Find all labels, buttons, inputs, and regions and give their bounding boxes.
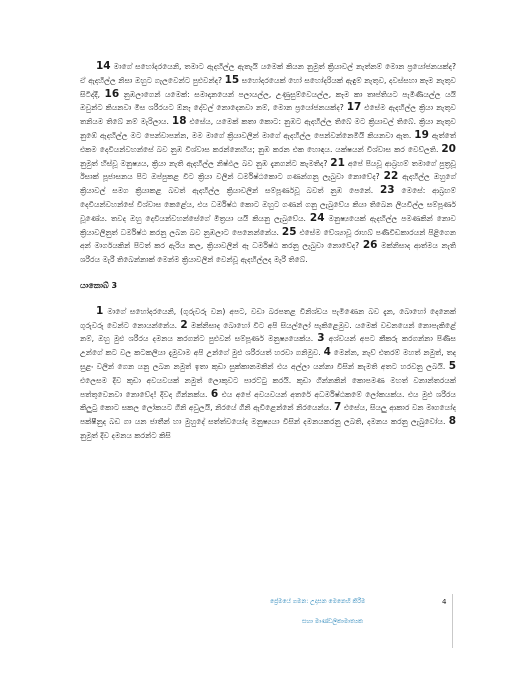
verse-text: ඇත්තේ එකම දෙවියන්වහන්සේ බව නුඹ විශ්වාස කරන්නෙහිය; නුඹ කරන එක හොඳය. යක්ෂයන් විශ්වාස කර වෙව්ලති. [80, 130, 456, 154]
verse-text: ඇදහිල්ල ඔහුගේ ක්‍රියාවල් සමග ක්‍රියාකළ බවත් ඇදහිල්ල ක්‍රියාවලින් සම්පූර්ණවූ බවත් නුඹ පෙනේ. [80, 172, 456, 196]
page-number: 4 [442, 598, 447, 606]
verse-number: 16 [104, 87, 120, 100]
verse-number: 14 [96, 60, 111, 72]
verse-number: 19 [414, 128, 429, 141]
verse-text: මෙසේ: ආබ්‍රහම් දෙවියන්වහන්සේ විශ්වාස කෙළේය, එය ධර්මිෂ්ඨ කොට ඔහුට ගණන් ගනු ලැබුවේය කියා තිබෙන ලියවිල්ල සම්පූර්ණ වූණේය. තවද ඔහු දෙවියන්වහන්සේගේ මිත්‍රයා යයි කියනු ලැබුවේය. [80, 186, 456, 223]
verse-number: 3 [317, 332, 325, 345]
verse-number: 1 [96, 304, 104, 317]
verse-number: 5 [448, 359, 456, 372]
verse-number: 25 [281, 225, 297, 238]
verse-text: එසේය, සියලු ආකාර වන මෘගයෝද පක්ෂීනුද බඩ ගා යන ජාතීන් හා මුහුදේ සත්ත්වයෝද මනුෂ්‍යයා විසින් දමනයකරනු ලබති, දමනය කරනු ලැබුවෝය. [80, 403, 456, 427]
verse-text: අශ්වයන් අපට කීකරු කරගන්නා පිණිස උන්ගේ කට වල කටකලියා දැමුවාම අපි උන්ගේ මුළු ශරීරයත් හරවා ගනිමුව. [80, 334, 456, 358]
verse-number: 26 [362, 239, 378, 252]
chapter-heading: යාකොබ් 3 [80, 280, 118, 290]
verse-number: 6 [210, 387, 219, 400]
verse-text: එලෙසම දිව කුඩා අවයවයක් නමුත් ලොකුවට පාරට්ටු කරයි. කුඩා ගින්නකින් කොපමණ මහත් වනාන්තරයක් පත්තුවෙනවා නොවේද! දිවද ගින්නක්ය. [80, 375, 456, 399]
verse-number: 24 [309, 211, 325, 224]
verse-number: 4 [323, 346, 331, 359]
verse-number: 23 [379, 184, 395, 197]
verse-number: 21 [330, 156, 345, 169]
verse-text: මක්නිසාද බොහෝ විට අපි සියල්ලෝ පැකිළෙමුව. යමෙක් වචනයෙන් නොපැකිළේ නම්, ඔහු මුළු ශරීරය දමනය කරගන්ට පුළුවන් සම්පූර්ණ මනුෂ්‍යයෙක්ය. [80, 320, 456, 344]
verse-text: නුඹලාගෙන් යමෙක්: සමාදානයෙන් පලායල්ල, උණුසුම්වෙයල්ල, කෑම කා තෘප්තියට පැමිණියල්ල යයි ඔවුන්ට කියනවා මිස ශරීරයට ඕනෑ දේවල් නොදෙනවා නම්, මොන ප්‍රයෝජනයක්ද? [80, 89, 456, 113]
verse-text: අපේ පියවූ ආබ්‍රහම් තමාගේ පුත්‍රවූ ඊසාක් පූජාසනය පිට ඔප්පුකළ විට ක්‍රියා වලින් ධර්මිෂ්ඨකොට ගණන්ගනු ලැබුවා නොවේද? [80, 158, 456, 182]
verse-number: 8 [448, 415, 456, 428]
verse-text: එසේම වේශ්‍යාවූ රාහබ් පණිවිඩකාරයන් පිළිගෙන අන් මාර්ගයකින් පිටත් කර ඇරිය කල, ක්‍රියාවලින් ඈ ධර්මිෂ්ඨ කරනු ලැබුවා නොවේද? [80, 227, 456, 251]
page-content [80, 60, 456, 443]
verse-text: මනුෂ්‍යයෙක් ඇදහිල්ල පමණකින් නොව ක්‍රියාවලිනුත් ධර්මිෂ්ඨ කරනු ලබන බව නුඹලාට පෙනෙන්නේය. [80, 213, 456, 237]
verse-text: නුමුත් හිස්වූ මනුෂ්‍යය, ක්‍රියා නැති ඇදහිල්ල නිෂ්ඵල බව නුඹ දැනගන්ට කැමතිද? [80, 158, 331, 168]
verse-text: මාගේ සහෝදරයෙනි, තමාට ඇදහිල්ල ඇතැයි යමෙක් කියන නුමුත් ක්‍රියාවල් නැත්නම් මොන ප්‍රයෝජනයක්ද? ඒ ඇදහිල්ල නිසා ඔහුට ගැලවෙන්ට පුළුවන්ද? [80, 62, 456, 85]
verse-text: එසේය, යමෙක් කතා කොට: නුඹට ඇදහිල්ල තිබේ මට ක්‍රියාවල් තිබේ. ක්‍රියා නැතුව නුඹේ ඇදහිල්ල මට පෙන්වාපන්න, මම මාගේ ක්‍රියාවලින් මාගේ ඇදහිල්ල පෙන්වන්නෙමියි කියනවා ඇත. [80, 117, 456, 140]
verse-text: එය අපේ අවයවයන් අතරේ අධර්මිෂ්ඨකමේ ලෝකයක්ය. එය මුළු ශරීරය කිලුටු කොට සකල ලෝකයට ගිනි අවුලයි, නිරයේ ගිනි ඇවිළෙන්නේ නිරයෙන්ය. [80, 389, 456, 413]
footer-subtitle: සහා මාණ්ඩලිකාමාත්‍යක [302, 618, 363, 625]
verse-number: 22 [383, 170, 399, 183]
verse-text: මක්නිසාද ආත්මය නැති ශරීරය මැරී තිබෙන්නාක් මෙන්ම ක්‍රියාවලින් වෙන්වූ ඇදහිල්ලද මැරී තිබේ. [80, 241, 456, 265]
verse-text: මෙන්න, නැව් එතරම් මහත් නමුත්, තද සුළං වලින් ගෙන යනු ලබන නමුත් ඉතා කුඩා සුක්කානමකින් එය අල්ලා යන්නා විසින් කැමති අතට හරවනු ලබයි. [80, 348, 456, 371]
verse-number: 17 [346, 101, 362, 114]
chapter-3-paragraph [80, 305, 456, 443]
footer-title: ප්‍රේමයේ ගමන: උදාසන මෙනෙහි කිරීම [270, 598, 366, 605]
verse-text: සහෝදරයෙක් හෝ සහෝදරියක් ඇඳුම් නැතුව, දවස්සහා කෑම නැතුව සිටිද්දී, [80, 75, 456, 99]
verse-text: එසේම ඇදහිල්ල ක්‍රියා නැතුව තනියම තිබේ නම් මැරිලාය. [80, 103, 456, 127]
chapter-2-paragraph [80, 60, 456, 267]
verse-text: මාගේ සහෝදරයෙනි, (ගුරුවරු වන) අපට, වඩා බරපතළ විනිශ්චය පැමිණෙන බව දැන, බොහෝ දෙනෙක් ගුරුවරු වෙන්ට නොයන්නේය. [80, 306, 456, 330]
verse-number: 7 [334, 401, 342, 414]
verse-number: 2 [180, 318, 188, 331]
footer-divider [452, 594, 453, 648]
verse-number: 20 [441, 142, 456, 155]
verse-text: නුමුත් දිව දමනය කරන්ට කිසි [80, 430, 171, 440]
verse-number: 18 [171, 115, 187, 128]
verse-number: 15 [224, 73, 240, 86]
page-footer [264, 594, 464, 648]
